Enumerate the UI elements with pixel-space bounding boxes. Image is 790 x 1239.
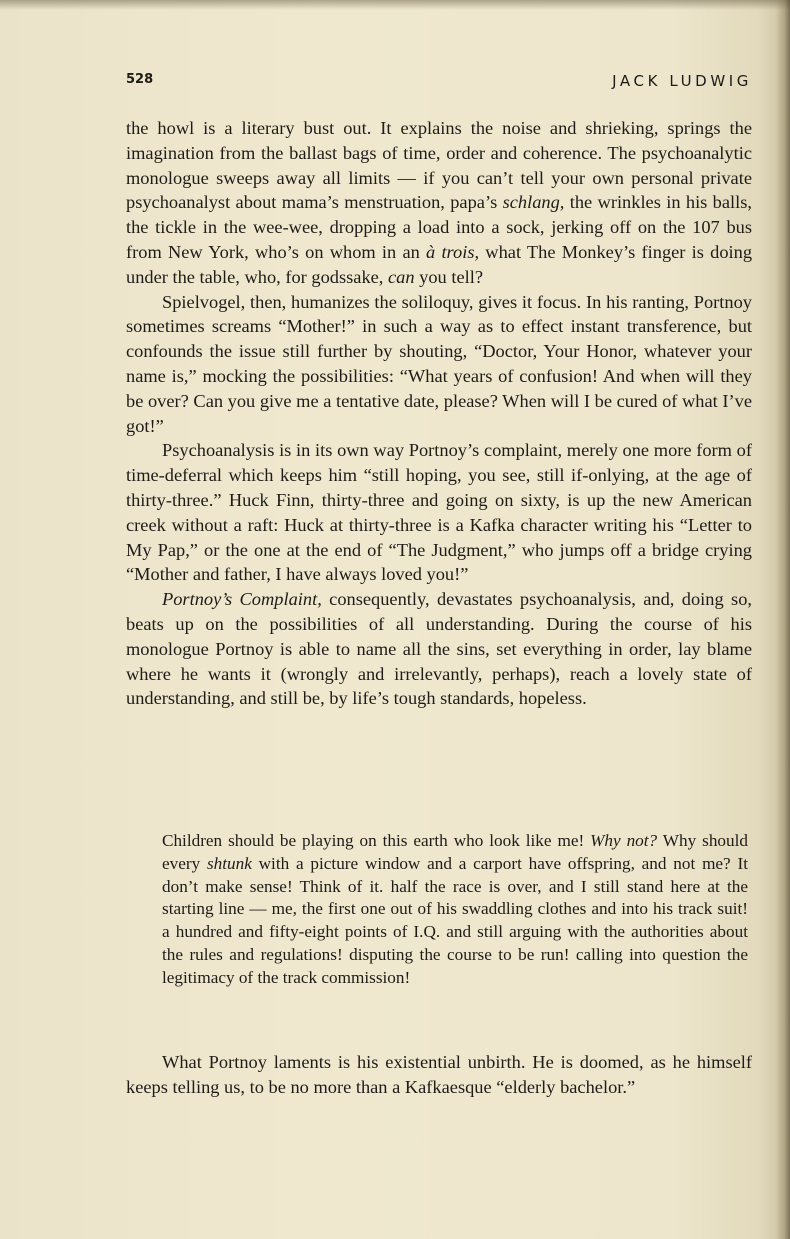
paragraph-1-italic-can: can: [388, 266, 415, 287]
running-head: JACK LUDWIG: [612, 72, 752, 90]
body-text: [126, 116, 752, 711]
paragraph-3: Psychoanalysis is in its own way Portnoy’s complaint, merely one more form of time-deferral which keeps him “still hoping, you see, still if-onlying, at the age of thirty-three.” Huck Finn, thirty-three and going on sixty, is up the new American creek without a raft: Huck at thirty-three is a Kafka character writing his “Letter to My Pap,” or the one at the end of “The Judgment,” who jumps off a bridge crying “Mother and father, I have always loved you!”: [126, 440, 752, 585]
quote-text-e: with a picture window and a carport have offspring, and not me? It don’t make sense! Think of it. half the race is over, and I still stand here at the starting line — me, the first one out of his swaddling clothes and into his track suit! a hundred and fifty-eight points of I.Q. and still arguing with the authorities about the rules and regulations! disputing the course to be run! calling into question the legitimacy of the track commission!: [162, 853, 748, 987]
paragraph-4-text: consequently, devastates psychoanalysis, and, doing so, beats up on the possibilities of all understanding. During the course of his monologue Portnoy is able to name all the sins, set everything in order, lay blame where he wants it (wrongly and irrelevantly, perhaps), reach a lovely state of understanding, and still be, by life’s tough standards, hopeless.: [126, 589, 752, 709]
paragraph-1-text-c: the wrinkles in his balls, the tickle in the wee-wee, dropping a load into a sock, jerking off on the 107 bus from New York, who’s on whom in an: [126, 192, 753, 262]
page-header: [126, 72, 752, 94]
paragraph-1-italic-schlang: schlang,: [502, 192, 565, 213]
quote-text-a: Children should be playing on this earth who look like me!: [162, 831, 591, 850]
page-number: 528: [126, 72, 154, 87]
quote-italic-shtunk: shtunk: [206, 853, 252, 873]
block-quote: [162, 830, 748, 990]
quote-italic-why-not: Why not?: [590, 831, 658, 850]
paragraph-4: [126, 587, 752, 711]
paragraph-1-text-e: what The Monkey’s finger is doing under the table, who, for godssake,: [126, 241, 753, 287]
paragraph-1: [126, 116, 752, 290]
paragraph-2: Spielvogel, then, humanizes the soliloquy, gives it focus. In his ranting, Portnoy sometimes screams “Mother!” in such a way as to effect instant transference, but confounds the issue still further by shouting, “Doctor, Your Honor, whatever your name is,” mocking the possibilities: “What years of confusion! And when will they be over? Can you give me a tentative date, please? When will I be cured of what I’ve got!”: [126, 291, 752, 436]
paragraph-4-italic-title: Portnoy’s Complaint,: [162, 589, 322, 610]
paragraph-1-text-a: the howl is a literary bust out. It explains the noise and shrieking, springs the imagination from the ballast bags of time, order and coherence. The psychoanalytic monologue sweeps away all limits — if you can’t tell your own personal private psychoanalyst about mama’s menstruation, papa’s: [126, 118, 752, 213]
closing-text: [126, 1050, 752, 1100]
paragraph-5: What Portnoy laments is his existential unbirth. He is doomed, as he himself keeps telling us, to be no more than a Kafkaesque “elderly bachelor.”: [126, 1052, 752, 1097]
page-top-shadow: [0, 0, 790, 10]
paragraph-1-text-g: you tell?: [414, 266, 483, 287]
page-right-edge-shadow: [776, 0, 790, 1239]
quote-text-c: Why should every: [162, 831, 748, 873]
paragraph-1-italic-a-trois: à trois,: [426, 241, 480, 262]
